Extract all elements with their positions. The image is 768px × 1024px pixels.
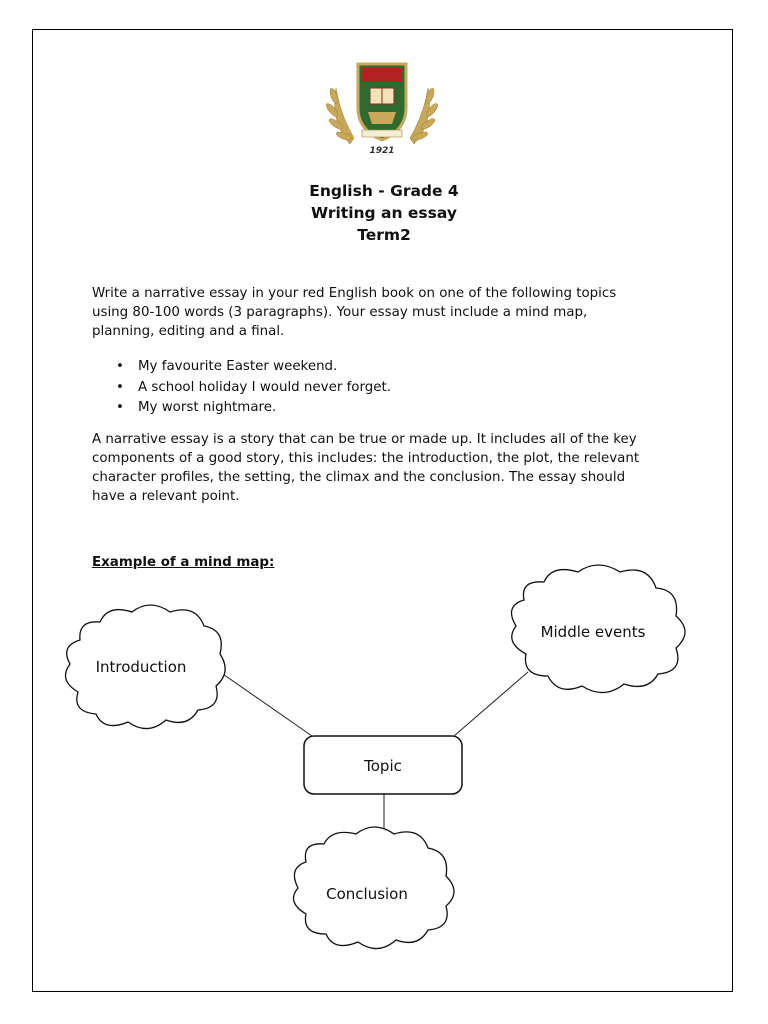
title-subject: English - Grade 4 xyxy=(309,182,459,200)
topic-box xyxy=(304,736,462,794)
list-item: • A school holiday I would never forget. xyxy=(92,378,652,399)
introduction-label: Introduction xyxy=(95,658,187,676)
list-item: • My worst nightmare. xyxy=(92,398,652,419)
title-term: Term2 xyxy=(357,226,411,244)
conclusion-cloud xyxy=(294,827,455,949)
list-item: • My favourite Easter weekend. xyxy=(92,357,652,378)
middle-events-label: Middle events xyxy=(540,623,646,641)
connector-introduction xyxy=(220,672,312,736)
introduction-cloud xyxy=(66,605,226,729)
middle-events-cloud xyxy=(512,565,686,693)
title-task: Writing an essay xyxy=(311,204,457,222)
mindmap-heading: Example of a mind map: xyxy=(92,555,275,570)
definition-paragraph: A narrative essay is a story that can be true or made up. It includes all of the key components of a good story, this includes: the introduction, the plot, the relevant character profiles, the setting, the climax and the conclusion. The essay should have a relevant point. xyxy=(92,432,640,504)
instructions-paragraph: Write a narrative essay in your red English book on one of the following topics using 80-100 words (3 paragraphs). Your essay must include a mind map, planning, editing and a final. xyxy=(92,286,617,339)
topic-label: Topic xyxy=(364,757,402,775)
connector-middle xyxy=(454,672,528,736)
conclusion-label: Conclusion xyxy=(326,885,408,903)
crest-year: 1921 xyxy=(369,146,395,156)
